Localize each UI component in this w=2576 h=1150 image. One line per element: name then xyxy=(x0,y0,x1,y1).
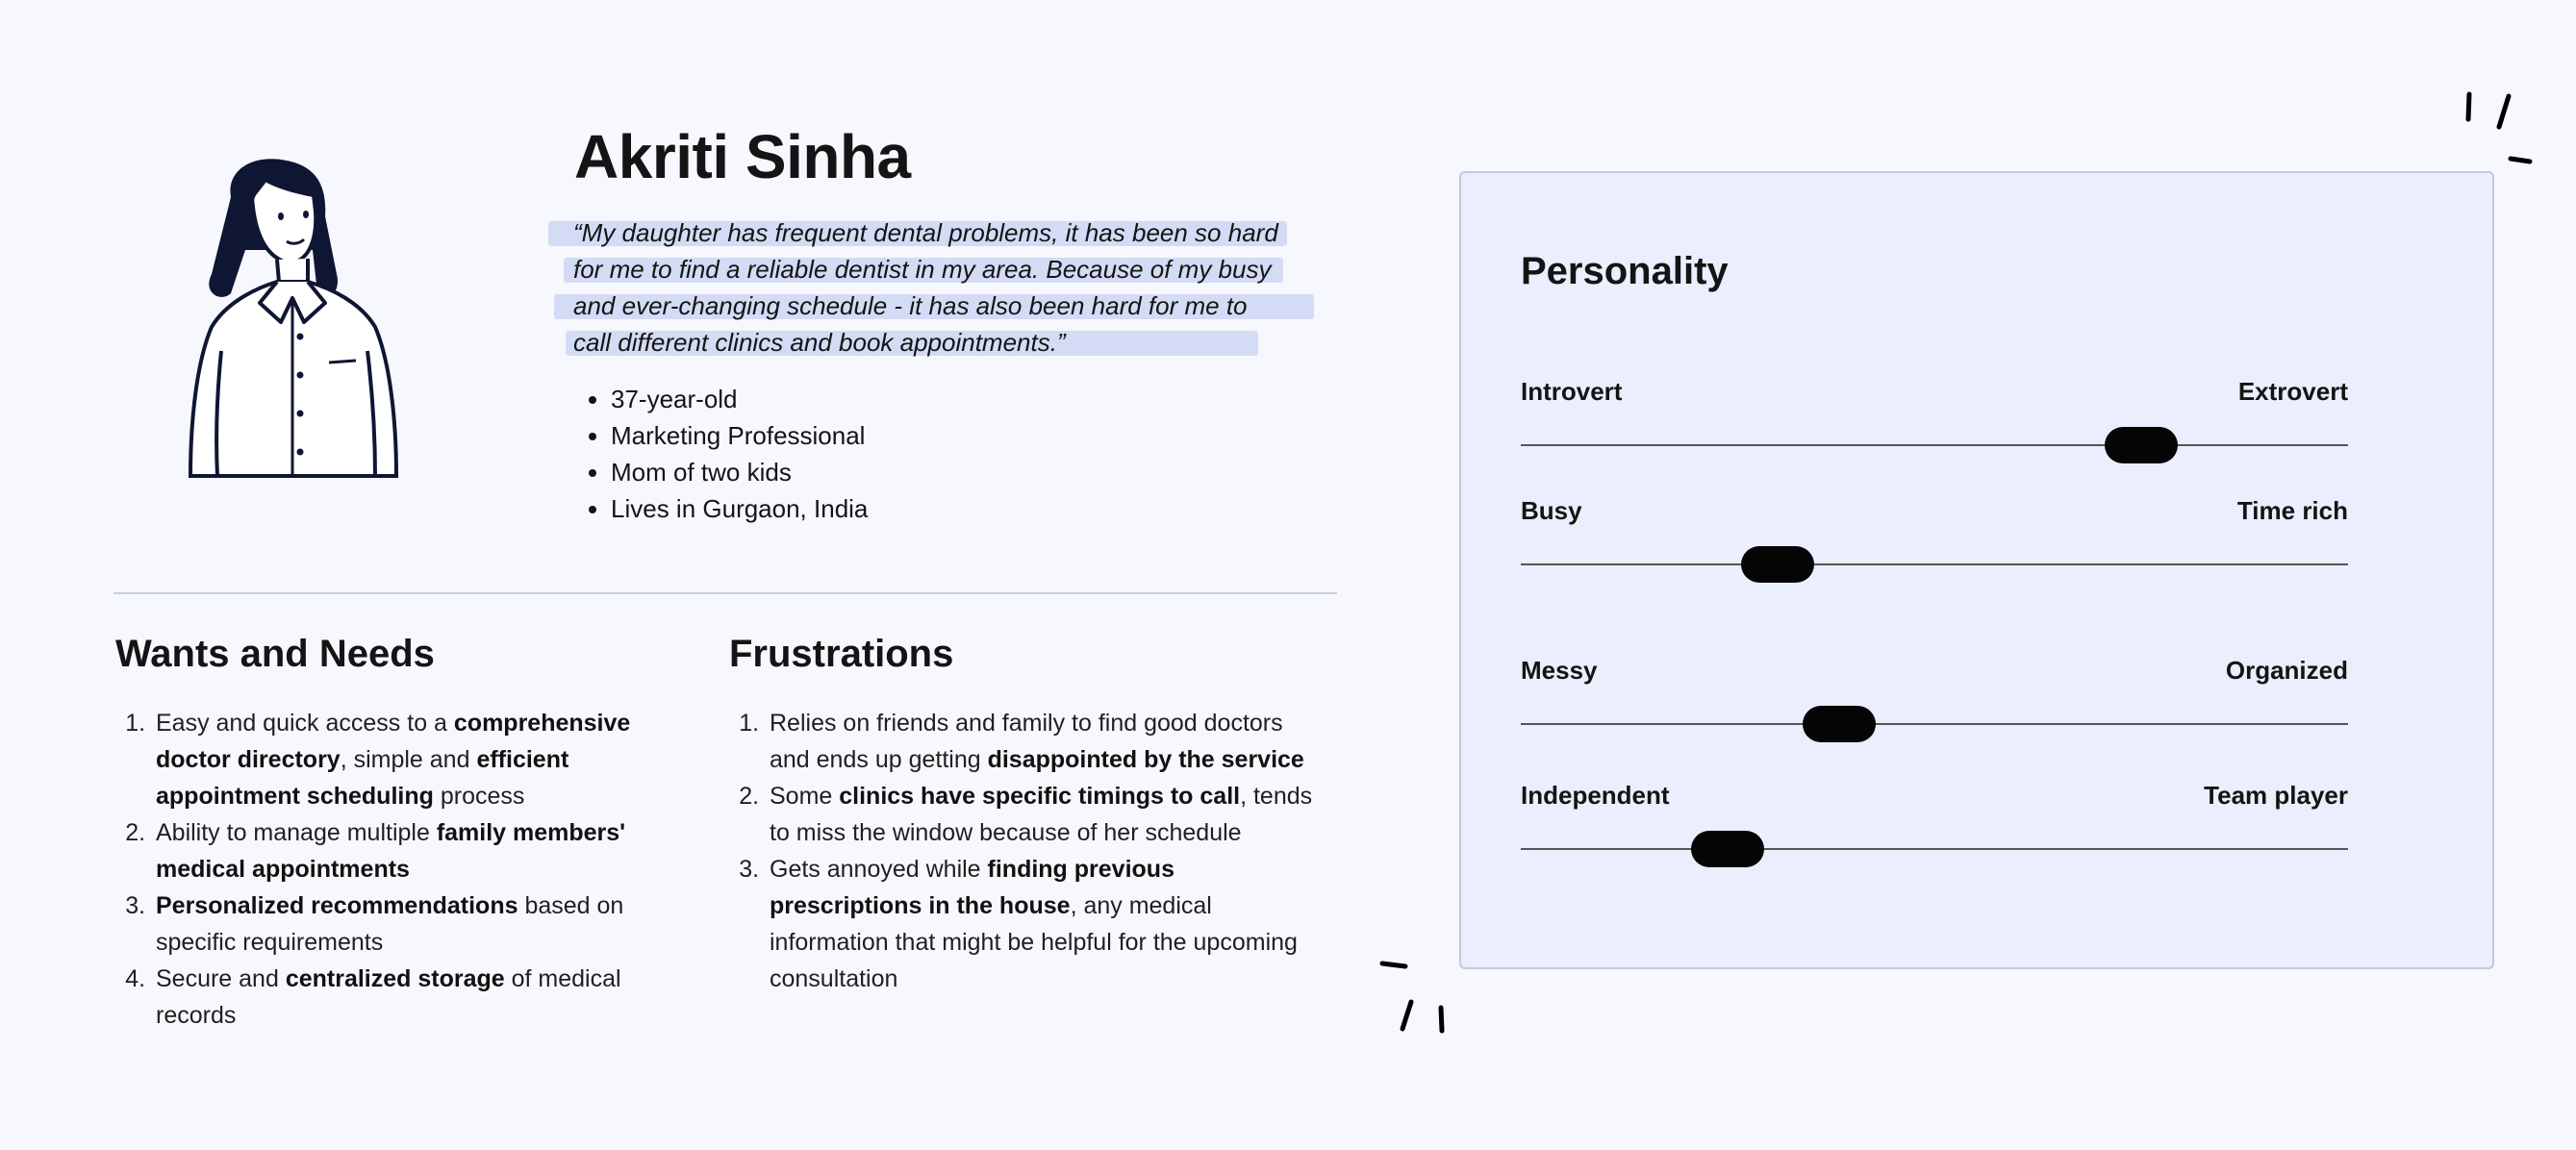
slider-track xyxy=(1521,444,2348,446)
trait-right-label: Extrovert xyxy=(2237,377,2348,406)
persona-name: Akriti Sinha xyxy=(574,122,911,191)
trait-right-label: Organized xyxy=(2225,656,2348,685)
quote-line-text: “My daughter has frequent dental problems, it has been so hard xyxy=(573,218,1278,247)
personality-card xyxy=(1459,171,2494,969)
list-item: 2. Some clinics have specific timings to call, tends to miss the window because of her schedule xyxy=(766,778,1324,851)
trait-slider-independent-team-player xyxy=(1521,781,2348,858)
quote-line xyxy=(548,324,1318,361)
section-divider xyxy=(114,592,1337,594)
sparkle-decoration-top-right xyxy=(2453,87,2539,173)
trait-left-label: Busy xyxy=(1521,496,1582,525)
list-item: 3. Gets annoyed while finding previous prescriptions in the house, any medical information that might be helpful for the upcoming consultation xyxy=(766,851,1324,997)
quote-line-text: call different clinics and book appointments.” xyxy=(573,328,1066,357)
list-item: 2. Ability to manage multiple family members' medical appointments xyxy=(152,814,700,888)
avatar-illustration xyxy=(173,159,433,486)
quote-line xyxy=(548,251,1318,288)
trait-slider-messy-organized xyxy=(1521,656,2348,733)
slider-track xyxy=(1521,563,2348,565)
personality-title: Personality xyxy=(1521,250,1729,292)
sparkle-decoration-bottom-left xyxy=(1371,952,1457,1038)
trait-right-label: Time rich xyxy=(2236,496,2348,525)
fact-item: • Mom of two kids xyxy=(611,454,868,490)
slider-thumb[interactable] xyxy=(1741,546,1814,583)
list-item: 1. Relies on friends and family to find good doctors and ends up getting disappointed by the service xyxy=(766,705,1324,778)
trait-left-label: Independent xyxy=(1521,781,1670,810)
list-item: 1. Easy and quick access to a comprehensive doctor directory, simple and efficient appointment scheduling process xyxy=(152,705,700,814)
list-item: 3. Personalized recommendations based on specific requirements xyxy=(152,888,700,961)
frustrations-title: Frustrations xyxy=(729,633,954,675)
persona-facts xyxy=(572,381,868,527)
quote-line-text: for me to find a reliable dentist in my area. Because of my busy xyxy=(573,255,1272,284)
list-item: 4. Secure and centralized storage of medical records xyxy=(152,961,700,1034)
trait-slider-introvert-extrovert xyxy=(1521,377,2348,454)
fact-item: • Lives in Gurgaon, India xyxy=(611,490,868,527)
wants-needs-list xyxy=(115,705,700,1034)
slider-track xyxy=(1521,848,2348,850)
trait-left-label: Messy xyxy=(1521,656,1598,685)
slider-thumb[interactable] xyxy=(2105,427,2178,463)
slider-thumb[interactable] xyxy=(1803,706,1876,742)
wants-needs-title: Wants and Needs xyxy=(115,633,435,675)
trait-left-label: Introvert xyxy=(1521,377,1623,406)
quote-line xyxy=(548,288,1318,324)
trait-right-label: Team player xyxy=(2204,781,2348,810)
slider-thumb[interactable] xyxy=(1691,831,1764,867)
quote-line-text: and ever-changing schedule - it has also been hard for me to xyxy=(573,291,1248,320)
frustrations-list xyxy=(729,705,1324,997)
quote-line xyxy=(548,214,1318,251)
persona-quote xyxy=(548,214,1318,361)
fact-item: • 37-year-old xyxy=(611,381,868,417)
fact-item: • Marketing Professional xyxy=(611,417,868,454)
trait-slider-busy-time-rich xyxy=(1521,496,2348,573)
slider-track xyxy=(1521,723,2348,725)
